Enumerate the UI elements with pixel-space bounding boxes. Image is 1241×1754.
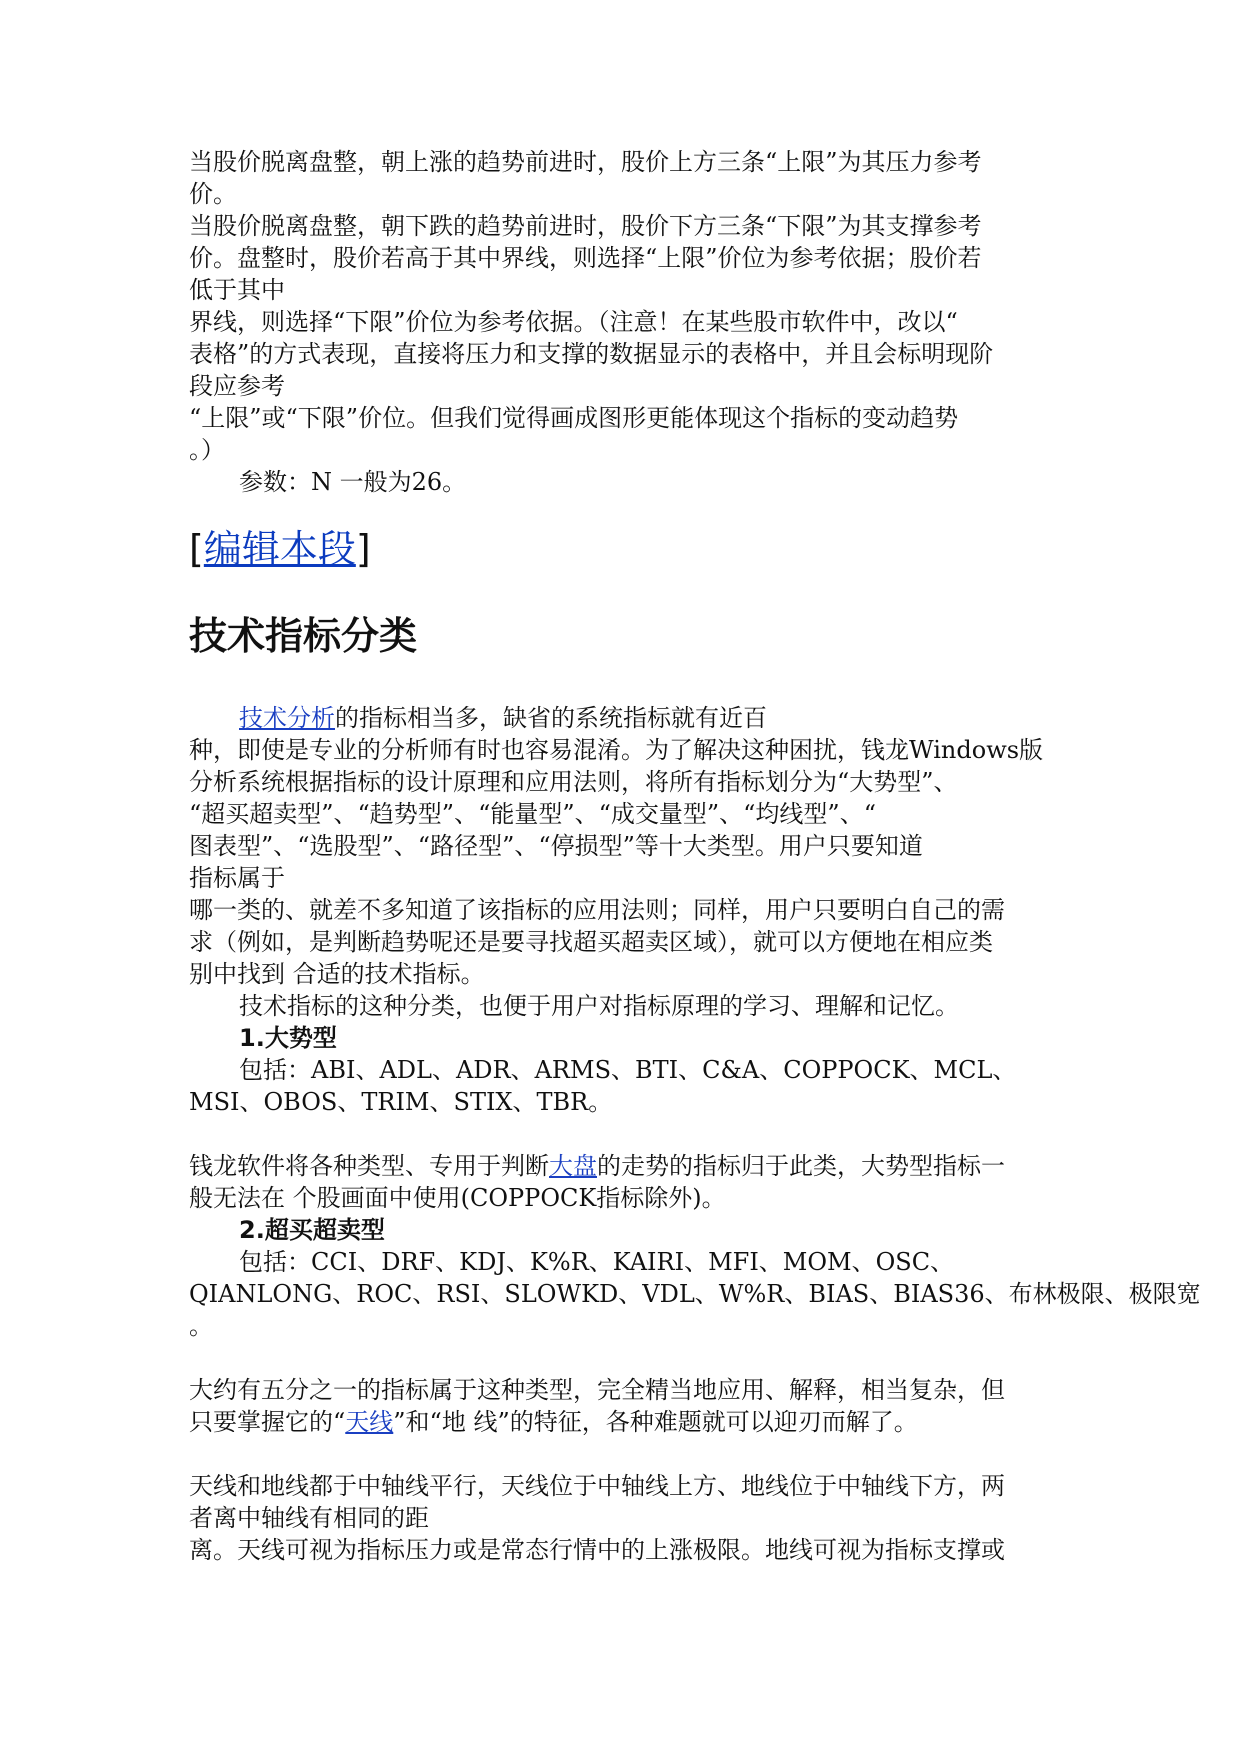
paragraph-first-line <box>189 702 1059 734</box>
body-text-line: 指标属于 <box>189 864 285 892</box>
technical-analysis-link[interactable]: 技术分析 <box>239 704 335 732</box>
body-text-line: 低于其中 <box>189 276 285 304</box>
document-page <box>189 146 1201 1566</box>
body-text-line: 技术指标的这种分类，也便于用户对指标原理的学习、理解和记忆。 <box>239 992 959 1020</box>
spacer <box>189 1438 1059 1470</box>
paragraph-text: 钱龙软件将各种类型、专用于判断 <box>189 1152 549 1180</box>
category-heading-overbought: 2.超买超卖型 <box>239 1216 385 1244</box>
paragraph-text: 只要掌握它的“ <box>189 1408 346 1436</box>
param-text: 参数：N 一般为26。 <box>239 468 467 496</box>
category-includes: QIANLONG、ROC、RSI、SLOWKD、VDL、W%R、BIAS、BIAS36、布林极限、极限宽 <box>189 1280 1201 1308</box>
spacer <box>189 1342 1059 1374</box>
section-body <box>189 702 1201 1566</box>
body-text-line: 别中找到 合适的技术指标。 <box>189 960 485 988</box>
edit-section-heading <box>189 520 1059 578</box>
body-text-line: 当股价脱离盘整，朝上涨的趋势前进时，股价上方三条“上限”为其压力参考 <box>189 148 982 176</box>
bracket-close: ] <box>355 527 371 571</box>
market-link[interactable]: 大盘 <box>549 1152 597 1180</box>
category-includes: 包括：ABI、ADL、ADR、ARMS、BTI、C&A、COPPOCK、MCL、 <box>239 1056 1017 1084</box>
body-text-line: 哪一类的、就差不多知道了该指标的应用法则；同样，用户只要明白自己的需 <box>189 896 1005 924</box>
body-text-line: 段应参考 <box>189 372 285 400</box>
antenna-link[interactable]: 天线 <box>345 1408 394 1436</box>
paragraph-text: ”和“地 线”的特征，各种难题就可以迎刃而解了。 <box>393 1408 918 1436</box>
category-includes: MSI、OBOS、TRIM、STIX、TBR。 <box>189 1088 613 1116</box>
body-text-line: 价。盘整时，股价若高于其中界线，则选择“上限”价位为参考依据；股价若 <box>189 244 982 272</box>
category-description: 大约有五分之一的指标属于这种类型，完全精当地应用、解释，相当复杂，但 <box>189 1376 1005 1404</box>
body-text-line: “超买超卖型”、“趋势型”、“能量型”、“成交量型”、“均线型”、“ <box>189 800 876 828</box>
category-description: 天线和地线都于中轴线平行，天线位于中轴线上方、地线位于中轴线下方，两 <box>189 1472 1005 1500</box>
spacer <box>189 1118 1059 1150</box>
paragraph-text: 的指标相当多，缺省的系统指标就有近百 <box>335 704 767 732</box>
category-description <box>189 1150 1059 1182</box>
category-description: 者离中轴线有相同的距 <box>189 1504 429 1532</box>
intro-block <box>189 146 1059 498</box>
category-heading-trend: 1.大势型 <box>239 1024 337 1052</box>
edit-section-link[interactable]: 编辑本段 <box>203 527 356 571</box>
body-text-line: 界线，则选择“下限”价位为参考依据。（注意！在某些股市软件中，改以“ <box>189 308 958 336</box>
category-includes: 包括：CCI、DRF、KDJ、K%R、KAIRI、MFI、MOM、OSC、 <box>239 1248 955 1276</box>
body-text-line: 价。 <box>189 180 237 208</box>
body-text-line: 表格”的方式表现，直接将压力和支撑的数据显示的表格中，并且会标明现阶 <box>189 340 994 368</box>
category-description: 离。天线可视为指标压力或是常态行情中的上涨极限。地线可视为指标支撑或 <box>189 1536 1005 1564</box>
body-text-line: 种，即使是专业的分析师有时也容易混淆。为了解决这种困扰，钱龙Windows版 <box>189 736 1044 764</box>
paragraph-text: 的走势的指标归于此类，大势型指标一 <box>597 1152 1005 1180</box>
category-description <box>189 1406 1059 1438</box>
body-text-line: 。） <box>189 436 225 464</box>
category-includes: 。 <box>189 1312 213 1340</box>
body-text-line: 图表型”、“选股型”、“路径型”、“停损型”等十大类型。用户只要知道 <box>189 832 923 860</box>
body-text-line: 分析系统根据指标的设计原理和应用法则，将所有指标划分为“大势型”、 <box>189 768 958 796</box>
bracket-open: [ <box>189 527 204 571</box>
body-text-line: 求（例如，是判断趋势呢还是要寻找超买超卖区域），就可以方便地在相应类 <box>189 928 993 956</box>
body-text-line: “上限”或“下限”价位。但我们觉得画成图形更能体现这个指标的变动趋势 <box>189 404 959 432</box>
body-text-line: 当股价脱离盘整，朝下跌的趋势前进时，股价下方三条“下限”为其支撑参考 <box>189 212 982 240</box>
category-description: 般无法在 个股画面中使用(COPPOCK指标除外)。 <box>189 1184 726 1212</box>
section-title: 技术指标分类 <box>189 614 418 658</box>
